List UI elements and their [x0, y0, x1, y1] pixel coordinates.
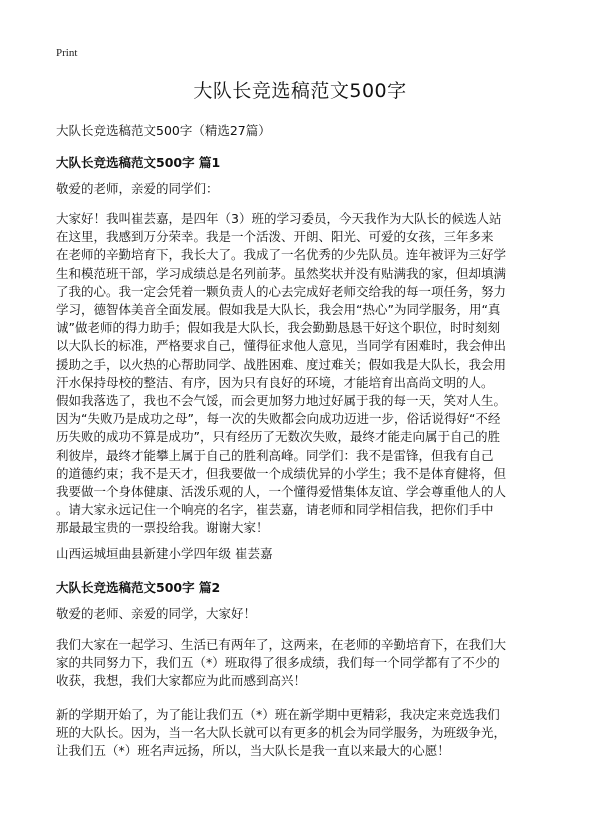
- body-line: 那最最宝贵的一票投给我。谢谢大家！: [56, 520, 269, 536]
- body-line: 我要做一个身体健康、活泼乐观的人，一个懂得爱惜集体友谊、学会尊重他人的人: [56, 484, 507, 500]
- greeting-text: 敬爱的老师，亲爱的同学们：: [56, 181, 219, 196]
- greeting-text: 敬爱的老师、亲爱的同学，大家好！: [56, 606, 257, 621]
- print-link[interactable]: Print: [56, 47, 78, 59]
- body-line: 利彼岸，最终才能攀上属于自己的胜利高峰。同学们：我不是雷锋，但我有自己: [56, 447, 494, 463]
- body-line: 以大队长的标准，严格要求自己，懂得征求他人意见，当同学有困难时，我会伸出: [56, 338, 507, 354]
- section-2-paragraph-2: [56, 706, 550, 761]
- body-line: 。请大家永远记住一个响亮的名字，崔芸嘉，请老师和同学相信我，把你们手中: [56, 502, 494, 518]
- section-heading-1: 大队长竞选稿范文500字 篇1: [56, 155, 221, 170]
- page-title: 大队长竞选稿范文500字: [193, 80, 407, 102]
- body-line: 假如我落选了，我也不会气馁，而会更加努力地过好属于我的每一天，笑对人生。: [56, 393, 507, 409]
- body-line: 让我们五（*）班名声远扬，所以，当大队长是我一直以来最大的心愿！: [56, 743, 450, 759]
- body-line: 家的共同努力下，我们五（*）班取得了很多成绩，我们每一个同学都有了不少的: [56, 655, 500, 671]
- body-line: 的道德约束；我不是天才，但我要做一个成绩优异的小学生；我不是体育健将，但: [56, 465, 507, 481]
- section-1-signature: [56, 545, 550, 563]
- section-2-paragraph-1: [56, 636, 550, 691]
- body-line: 我们大家在一起学习、生活已有两年了，这两来，在老师的辛勤培育下，在我们大: [56, 637, 507, 652]
- body-line: 学习，德智体美音全面发展。假如我是大队长，我会用“热心”为同学服务，用“真: [56, 302, 501, 318]
- body-line: 大家好！我叫崔芸嘉，是四年（3）班的学习委员，今天我作为大队长的候选人站: [56, 211, 502, 226]
- document-subtitle: 大队长竞选稿范文500字（精选27篇）: [56, 123, 271, 138]
- body-line: 历失败的成功不算是成功”，只有经历了无数次失败，最终才能走向属于自己的胜: [56, 429, 500, 445]
- body-line: 在这里，我感到万分荣幸。我是一个活泼、开朗、阳光、可爱的女孩，三年多来: [56, 229, 494, 245]
- section-1-body: [56, 210, 550, 538]
- body-line: 在老师的辛勤培育下，我长大了。我成了一名优秀的少先队员。连年被评为三好学: [56, 247, 507, 263]
- body-line: 新的学期开始了，为了能让我们五（*）班在新学期中更精彩，我决定来竞选我们: [56, 707, 500, 722]
- body-line: 援助之手，以火热的心帮助同学、战胜困难、度过难关；假如我是大队长，我会用: [56, 356, 507, 372]
- body-line: 生和模范班干部，学习成绩总是名列前茅。虽然奖状并没有贴满我的家，但却填满: [56, 265, 507, 281]
- body-line: 因为“失败乃是成功之母”，每一次的失败都会向成功迈进一步，俗话说得好“不经: [56, 411, 501, 427]
- body-line: 汗水保持母校的整洁、有序，因为只有良好的环境，才能培育出高尚文明的人。: [56, 374, 494, 390]
- signature-text: 山西运城垣曲县新建小学四年级 崔芸嘉: [56, 546, 273, 561]
- section-1-greeting: [56, 180, 550, 198]
- body-line: 诚”做老师的得力助手；假如我是大队长，我会勤勤恳恳干好这个职位，时时刻刻: [56, 320, 500, 336]
- section-2-greeting: [56, 605, 550, 623]
- body-line: 收获，我想，我们大家都应为此而感到高兴！: [56, 673, 307, 689]
- section-heading-2: 大队长竞选稿范文500字 篇2: [56, 580, 221, 595]
- body-line: 班的大队长。因为，当一名大队长就可以有更多的机会为同学服务，为班级争光，: [56, 725, 507, 741]
- body-line: 了我的心。我一定会凭着一颗负责人的心去完成好老师交给我的每一项任务，努力: [56, 283, 507, 299]
